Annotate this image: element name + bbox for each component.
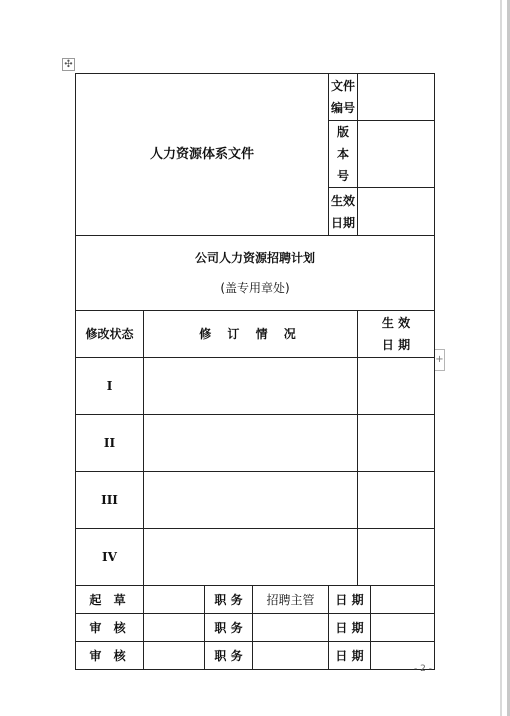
signoff-date-value[interactable] [371,614,435,642]
system-title: 人力资源体系文件 [76,74,329,236]
signoff-position-value[interactable]: 招聘主管 [253,586,329,614]
revision-detail[interactable] [144,529,358,586]
revision-detail[interactable] [144,415,358,472]
plus-icon[interactable]: + [434,349,445,371]
document-table [75,73,435,670]
revision-status: III [76,472,144,529]
signoff-name[interactable] [144,614,205,642]
col-date-header: 生 效 日 期 [358,311,435,358]
revision-date[interactable] [358,529,435,586]
signoff-date-label: 日 期 [329,614,371,642]
revision-date[interactable] [358,472,435,529]
col-detail-header: 修 订 情 况 [144,311,358,358]
signoff-date-label: 日 期 [329,586,371,614]
signoff-role: 审 核 [76,642,144,670]
plan-title: 公司人力资源招聘计划 [195,251,316,265]
plan-title-cell [76,236,435,311]
signoff-position-label: 职 务 [205,586,253,614]
signoff-name[interactable] [144,642,205,670]
revision-detail[interactable] [144,472,358,529]
signoff-name[interactable] [144,586,205,614]
signoff-position-value[interactable] [253,642,329,670]
revision-status: II [76,415,144,472]
signoff-position-value[interactable] [253,614,329,642]
doc-number-label: 文件编号 [329,74,358,121]
signoff-role: 起 草 [76,586,144,614]
effective-date-label: 生效日期 [329,188,358,236]
revision-date[interactable] [358,415,435,472]
version-value[interactable] [358,121,435,188]
col-status-header: 修改状态 [76,311,144,358]
stamp-note: (盖专用章处) [220,281,290,295]
revision-detail[interactable] [144,358,358,415]
version-label: 版 本 号 [329,121,358,188]
signoff-position-label: 职 务 [205,614,253,642]
page-edge [500,0,502,716]
doc-number-value[interactable] [358,74,435,121]
signoff-date-value[interactable] [371,586,435,614]
signoff-date-label: 日 期 [329,642,371,670]
page-number: - 2 - [414,664,432,674]
signoff-position-label: 职 务 [205,642,253,670]
revision-status: I [76,358,144,415]
revision-date[interactable] [358,358,435,415]
signoff-role: 审 核 [76,614,144,642]
revision-status: IV [76,529,144,586]
effective-date-value[interactable] [358,188,435,236]
move-cross-icon[interactable]: ✣ [62,58,75,71]
